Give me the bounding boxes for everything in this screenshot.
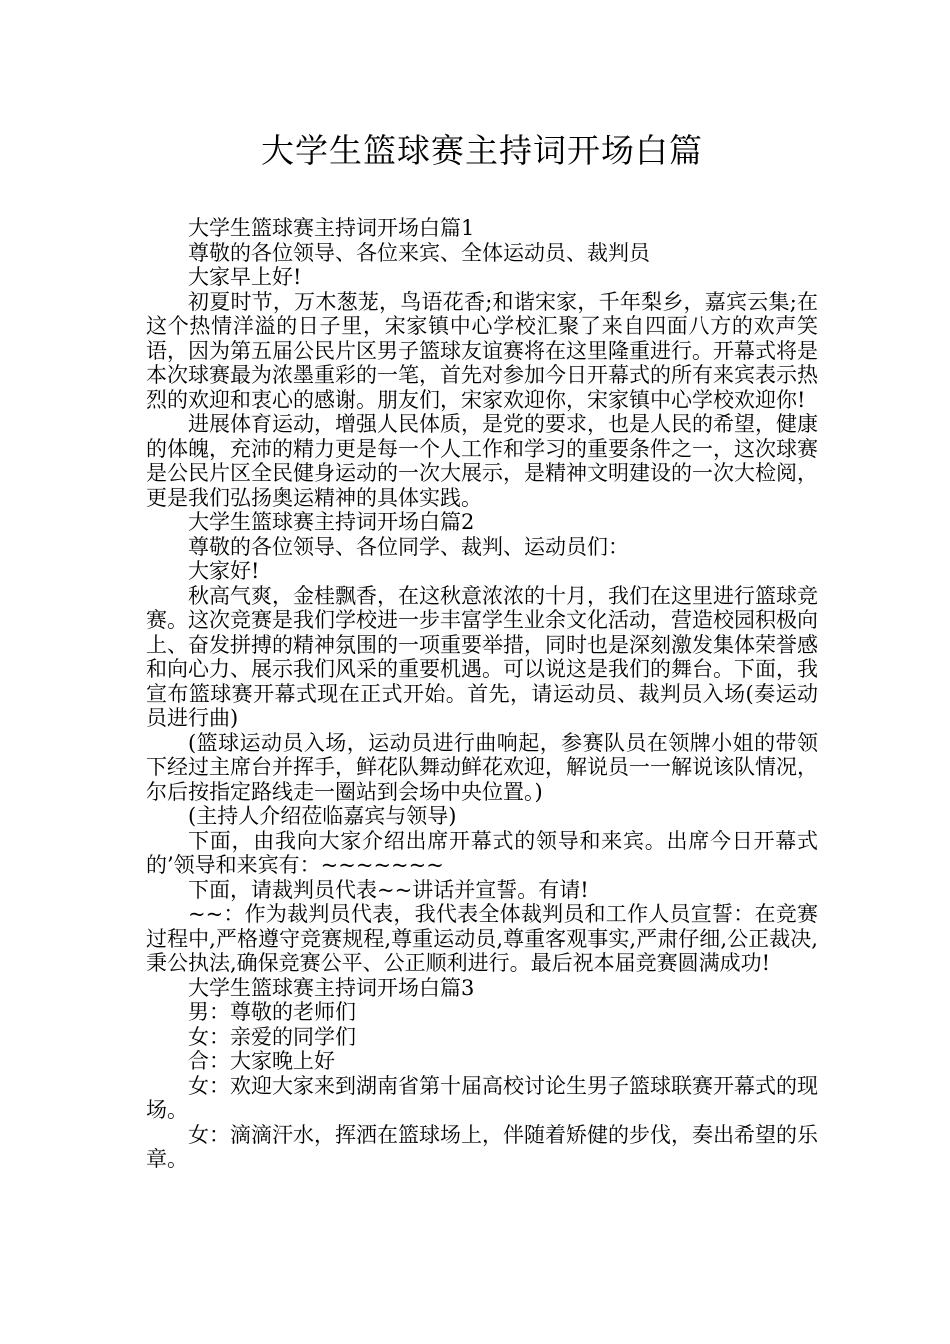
body-paragraph: 下面，请裁判员代表~~讲话并宣誓。有请! [188, 877, 589, 902]
salutation: 尊敬的各位领导、各位来宾、全体运动员、裁判员 [188, 240, 650, 265]
section-heading-3: 大学生篮球赛主持词开场白篇3 [188, 975, 475, 1000]
body-paragraph: 进展体育运动，增强人民体质，是党的要求，也是人民的希望，健康的体魄，充沛的精力更是每一个人工作和学习的重要条件之一，这次球赛是公民片区全民健身运动的一次大展示，是精神文明建设的一次大检阅，更是我们弘扬奥运精神的具体实践。 [146, 412, 818, 510]
dialogue-line: 女：亲爱的同学们 [188, 1024, 356, 1049]
body-paragraph: (篮球运动员入场，运动员进行曲响起，参赛队员在领牌小姐的带领下经过主席台并挥手，鲜花队舞动鲜花欢迎，解说员一一解说该队情况，尔后按指定路线走一圈站到会场中央位置。) [146, 730, 818, 804]
dialogue-line: 女：欢迎大家来到湖南省第十届高校讨论生男子篮球联赛开幕式的现场。 [146, 1073, 818, 1122]
section-heading-1: 大学生篮球赛主持词开场白篇1 [188, 216, 475, 240]
dialogue-line: 女：滴滴汗水，挥洒在篮球场上，伴随着矫健的步伐，奏出希望的乐章。 [146, 1122, 818, 1171]
stage-direction: (主持人介绍莅临嘉宾与领导) [188, 804, 457, 828]
dialogue-line: 合：大家晚上好 [188, 1049, 335, 1073]
body-paragraph: 初夏时节，万木葱茏，鸟语花香;和谐宋家，千年梨乡，嘉宾云集;在这个热情洋溢的日子里，宋家镇中心学校汇聚了来自四面八方的欢声笑语，因为第五届公民片区男子篮球友谊赛将在这里隆重进行。开幕式将是本次球赛最为浓墨重彩的一笔，首先对参加今日开幕式的所有来宾表示热烈的欢迎和衷心的感谢。朋友们，宋家欢迎你，宋家镇中心学校欢迎你! [146, 289, 818, 412]
salutation: 尊敬的各位领导、各位同学、裁判、运动员们： [188, 534, 629, 559]
document-title: 大学生篮球赛主持词开场白篇 [261, 131, 703, 170]
body-paragraph: 下面，由我向大家介绍出席开幕式的领导和来宾。出席今日开幕式的’领导和来宾有：~~~~~~~ [146, 828, 818, 877]
greeting: 大家早上好! [188, 265, 302, 289]
section-heading-2: 大学生篮球赛主持词开场白篇2 [188, 510, 475, 534]
dialogue-line: 男：尊敬的老师们 [188, 1000, 356, 1024]
body-paragraph: 秋高气爽，金桂飘香，在这秋意浓浓的十月，我们在这里进行篮球竞赛。这次竞赛是我们学校进一步丰富学生业余文化活动，营造校园积极向上、奋发拼搏的精神氛围的一项重要举措，同时也是深刻激发集体荣誉感和向心力、展示我们风采的重要机遇。可以说这是我们的舞台。下面，我宣布篮球赛开幕式现在正式开始。首先，请运动员、裁判员入场(奏运动员进行曲) [146, 583, 818, 730]
body-paragraph: ~~：作为裁判员代表，我代表全体裁判员和工作人员宣誓：在竞赛过程中,严格遵守竞赛规程,尊重运动员,尊重客观事实,严肃仔细,公正裁决,秉公执法,确保竞赛公平、公正顺利进行。最后祝本届竞赛圆满成功! [146, 902, 818, 975]
document-page [146, 124, 818, 1172]
greeting: 大家好! [188, 559, 260, 583]
